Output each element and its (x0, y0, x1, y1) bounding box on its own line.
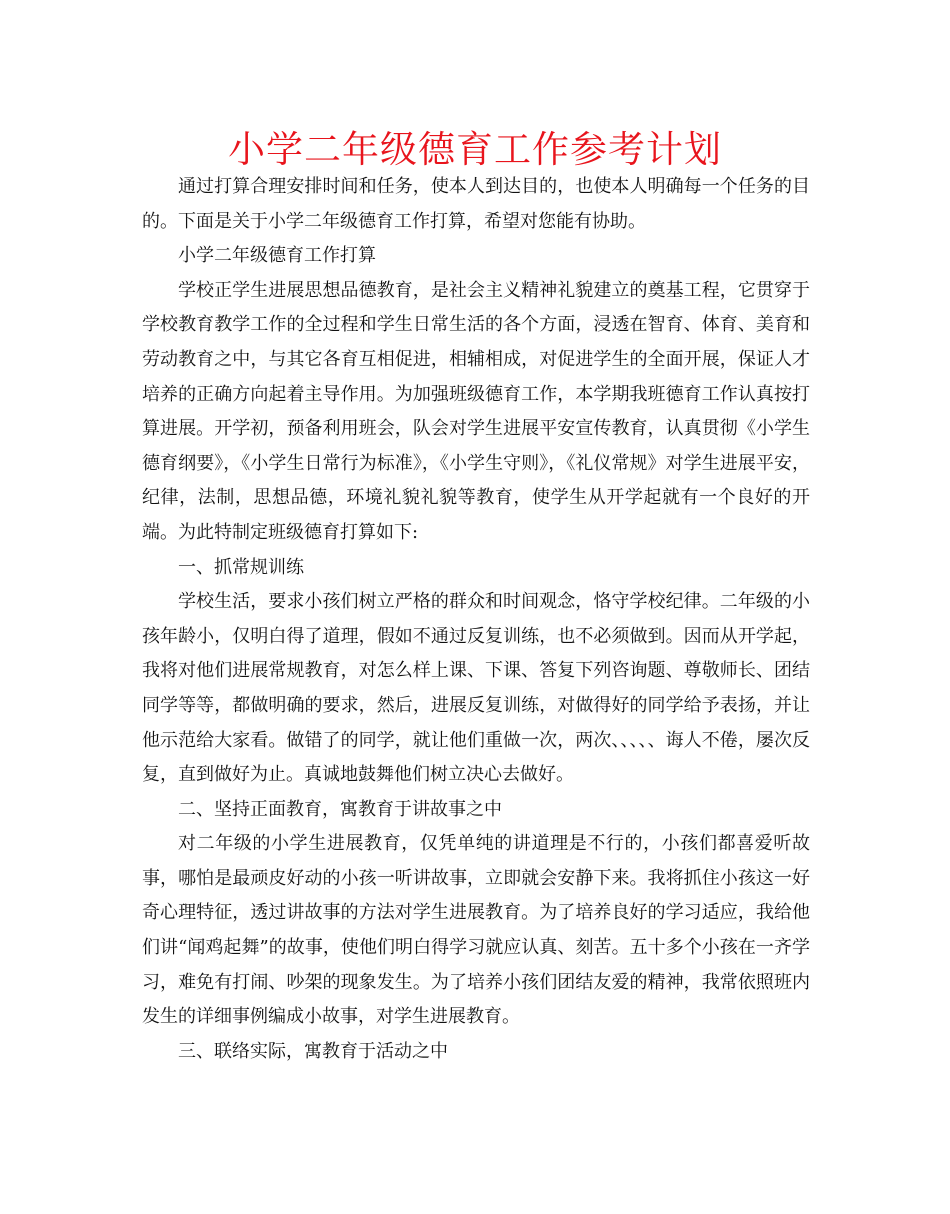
document-title: 小学二年级德育工作参考计划 (228, 128, 722, 171)
section-heading-1: 一、抓常规训练 (178, 556, 304, 578)
body-paragraph: 对二年级的小学生进展教育，仅凭单纯的讲道理是不行的，小孩们都喜爱听故事，哪怕是最顽皮好动的小孩一听讲故事，立即就会安静下来。我将抓住小孩这一好奇心理特征，透过讲故事的方法对学生进展教育。为了培养良好的学习适应，我给他们讲“闻鸡起舞”的故事，使他们明白得学习就应认真、刻苦。五十多个小孩在一齐学习，难免有打闹、吵架的现象发生。为了培养小孩们团结友爱的精神，我常依照班内发生的详细事例编成小故事，对学生进展教育。 (142, 833, 810, 1028)
section-heading-3: 三、联络实际，寓教育于活动之中 (178, 1040, 448, 1062)
body-paragraph: 学校生活，要求小孩们树立严格的群众和时间观念，恪守学校纪律。二年级的小孩年龄小，仅明白得了道理，假如不通过反复训练，也不必须做到。因而从开学起，我将对他们进展常规教育，对怎么样上课、下课、答复下列咨询题、尊敬师长、团结同学等等，都做明确的要求，然后，进展反复训练，对做得好的同学给予表扬，并让他示范给大家看。做错了的同学，就让他们重做一次，两次、、、、、诲人不倦，屡次反复，直到做好为止。真诚地鼓舞他们树立决心去做好。 (142, 591, 810, 786)
body-paragraph: 学校正学生进展思想品德教育，是社会主义精神礼貌建立的奠基工程，它贯穿于学校教育教学工作的全过程和学生日常生活的各个方面，浸透在智育、体育、美育和劳动教育之中，与其它各育互相促进，相辅相成，对促进学生的全面开展，保证人才培养的正确方向起着主导作用。为加强班级德育工作，本学期我班德育工作认真按打算进展。开学初，预备利用班会，队会对学生进展平安宣传教育，认真贯彻《小学生德育纲要》，《小学生日常行为标准》，《小学生守则》，《礼仪常规》对学生进展平安，纪律，法制，思想品德，环境礼貌礼貌等教育，使学生从开学起就有一个良好的开端。为此特制定班级德育打算如下: (142, 279, 810, 543)
document-body (142, 170, 810, 1069)
intro-paragraph: 通过打算合理安排时间和任务，使本人到达目的，也使本人明确每一个任务的目的。下面是关于小学二年级德育工作打算，希望对您能有协助。 (142, 176, 810, 232)
section-heading-2: 二、坚持正面教育，寓教育于讲故事之中 (178, 798, 502, 820)
section-heading-plan: 小学二年级德育工作打算 (178, 245, 376, 267)
